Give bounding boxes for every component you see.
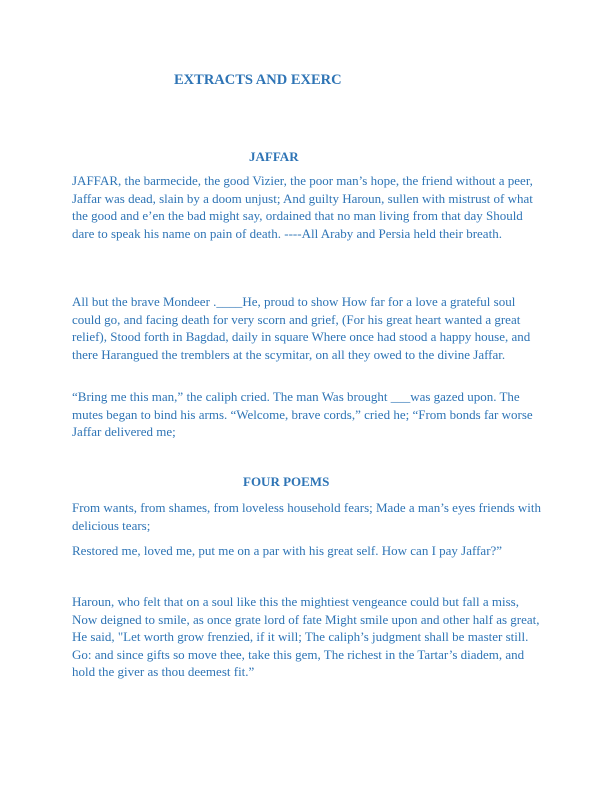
- section-heading-jaffar: JAFFAR: [249, 149, 299, 164]
- paragraph: JAFFAR, the barmecide, the good Vizier, the poor man’s hope, the friend without a peer, Jaffar was dead, slain by a doom unjust; And guilty Haroun, sullen with mistrust of what the good and e’en the bad might say, ordained that no man living from that day Should dare to speak his name on pain of death. ----All Araby and Persia held their breath.: [72, 173, 533, 241]
- document-title: EXTRACTS AND EXERC: [174, 72, 342, 88]
- paragraph: “Bring me this man,” the caliph cried. The man Was brought ___was gazed upon. The mutes began to bind his arms. “Welcome, brave cords,” cried he; “From bonds far worse Jaffar delivered me;: [72, 389, 533, 439]
- section-heading-four-poems: FOUR POEMS: [243, 474, 330, 489]
- paragraph: Restored me, loved me, put me on a par with his great self. How can I pay Jaffar?”: [72, 543, 503, 558]
- paragraph: Haroun, who felt that on a soul like this the mightiest vengeance could but fall a miss, Now deigned to smile, as once grate lord of fate Might smile upon and other half as great, He said, "Let worth grow frenzied, if it will; The caliph’s judgment shall be master still. Go: and since gifts so move thee, take this gem, The richest in the Tartar’s diadem, and hold the giver as thou deemest fit.”: [72, 594, 540, 679]
- paragraph: From wants, from shames, from loveless household fears; Made a man’s eyes friends with delicious tears;: [72, 500, 541, 533]
- paragraph: All but the brave Mondeer .____He, proud to show How far for a love a grateful soul could go, and facing death for very scorn and grief, (For his great heart wanted a great relief), Stood forth in Bagdad, daily in square Where once had stood a happy house, and there Harangued the tremblers at the scymitar, on all they owed to the divine Jaffar.: [72, 294, 531, 362]
